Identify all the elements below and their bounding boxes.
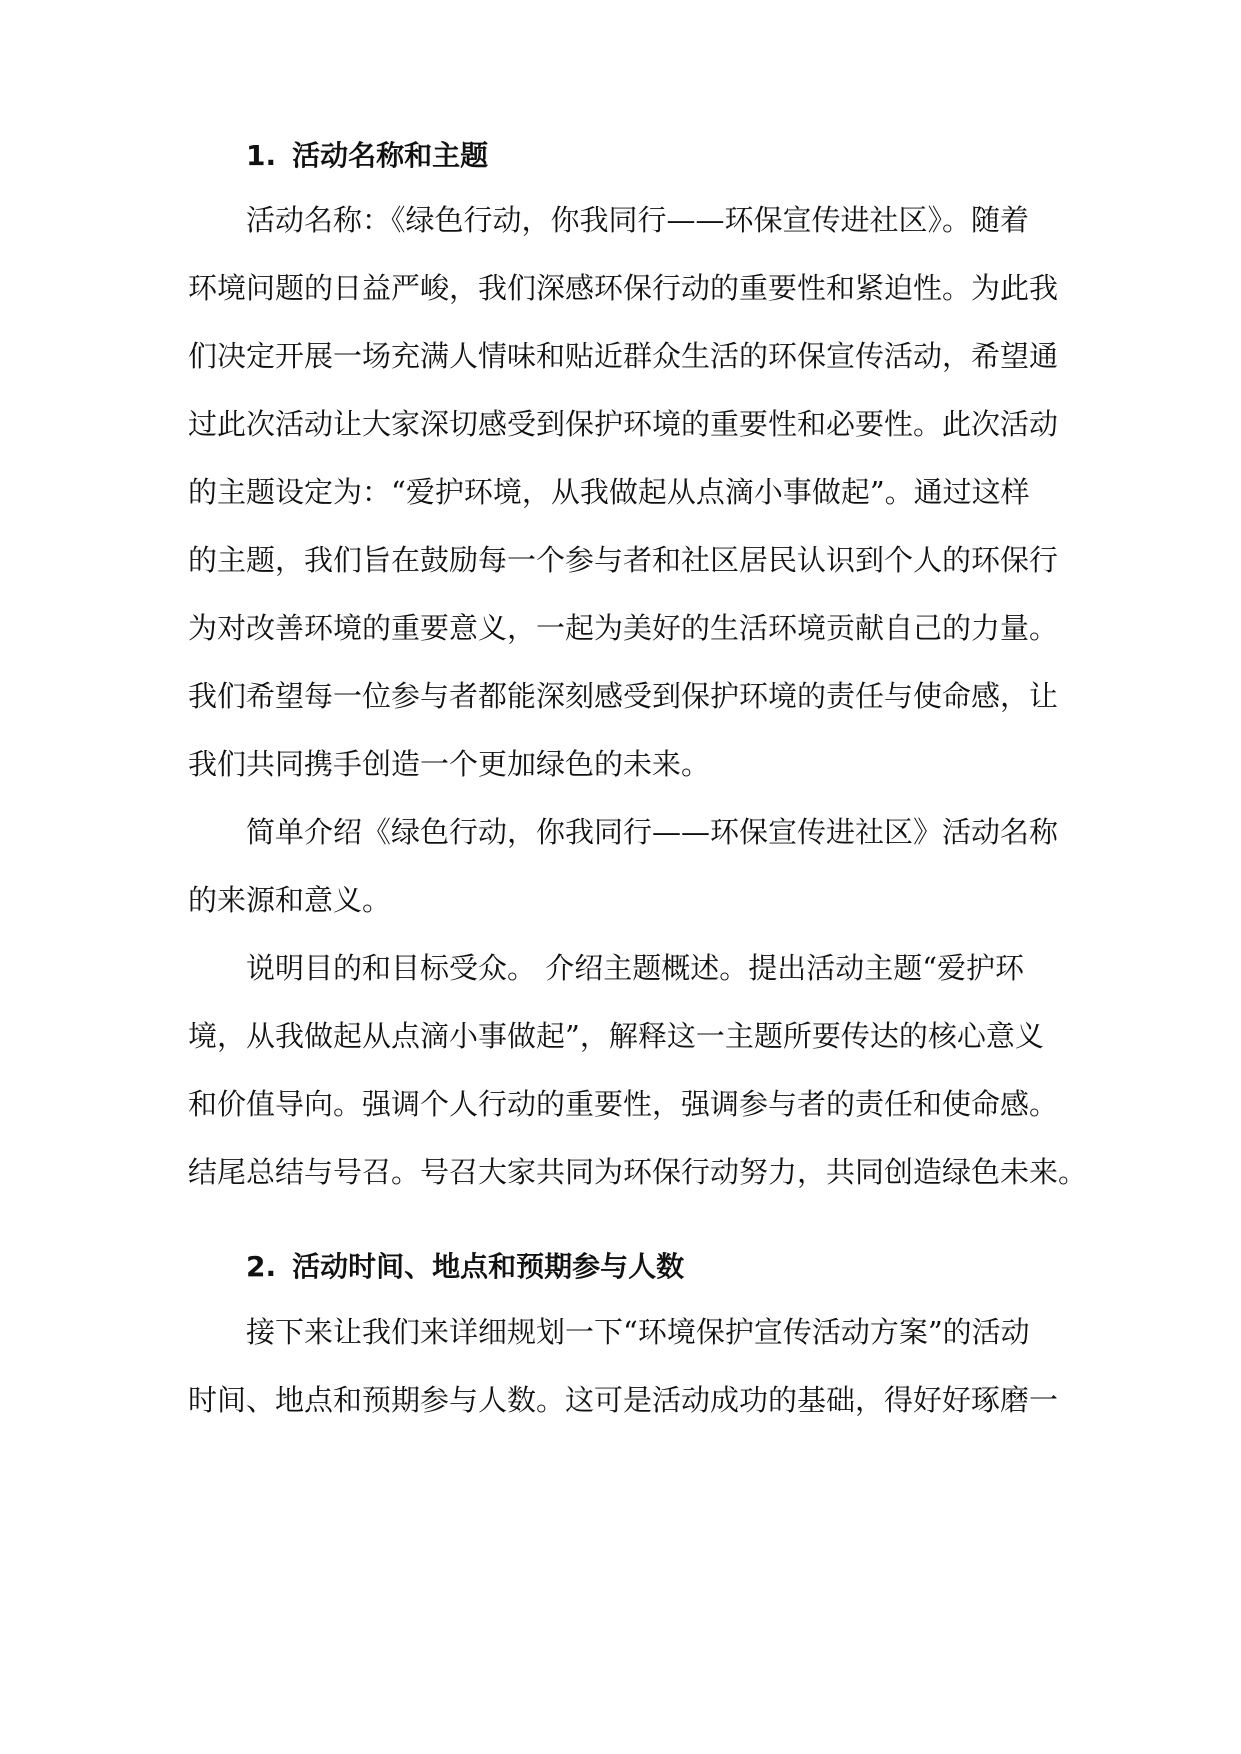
paragraph-line: 为对改善环境的重要意义，一起为美好的生活环境贡献自己的力量。 xyxy=(188,611,1059,645)
paragraph-line: 的主题设定为：“爱护环境，从我做起从点滴小事做起”。通过这样 xyxy=(188,475,1030,509)
paragraph-line: 简单介绍《绿色行动，你我同行——环保宣传进社区》活动名称 xyxy=(246,815,1059,849)
paragraph-line: 接下来让我们来详细规划一下“环境保护宣传活动方案”的活动 xyxy=(246,1315,1030,1349)
paragraph-line: 境，从我做起从点滴小事做起”，解释这一主题所要传达的核心意义 xyxy=(188,1019,1044,1053)
section-2-title: 活动时间、地点和预期参与人数 xyxy=(292,1250,685,1283)
paragraph-line: 们决定开展一场充满人情味和贴近群众生活的环保宣传活动，希望通 xyxy=(188,339,1059,373)
paragraph-line: 结尾总结与号召。号召大家共同为环保行动努力，共同创造绿色未来。 xyxy=(188,1155,1088,1189)
section-2-number: 2. xyxy=(246,1250,277,1283)
paragraph-line: 说明目的和目标受众。 介绍主题概述。提出活动主题“爱护环 xyxy=(246,951,1025,985)
paragraph-line: 我们希望每一位参与者都能深刻感受到保护环境的责任与使命感，让 xyxy=(188,679,1059,713)
paragraph-line: 活动名称：《绿色行动，你我同行——环保宣传进社区》。随着 xyxy=(246,203,1030,237)
section-1-heading xyxy=(246,136,488,176)
section-2-heading xyxy=(246,1247,684,1287)
section-1-title: 活动名称和主题 xyxy=(292,139,489,172)
paragraph-line: 环境问题的日益严峻，我们深感环保行动的重要性和紧迫性。为此我 xyxy=(188,271,1059,305)
paragraph-line: 的主题，我们旨在鼓励每一个参与者和社区居民认识到个人的环保行 xyxy=(188,543,1059,577)
paragraph-line: 过此次活动让大家深切感受到保护环境的重要性和必要性。此次活动 xyxy=(188,407,1059,441)
paragraph-line: 时间、地点和预期参与人数。这可是活动成功的基础，得好好琢磨一 xyxy=(188,1383,1059,1417)
paragraph-line: 我们共同携手创造一个更加绿色的未来。 xyxy=(188,747,711,781)
section-1-number: 1. xyxy=(246,139,277,172)
paragraph-line: 和价值导向。强调个人行动的重要性，强调参与者的责任和使命感。 xyxy=(188,1087,1059,1121)
paragraph-line: 的来源和意义。 xyxy=(188,883,392,917)
